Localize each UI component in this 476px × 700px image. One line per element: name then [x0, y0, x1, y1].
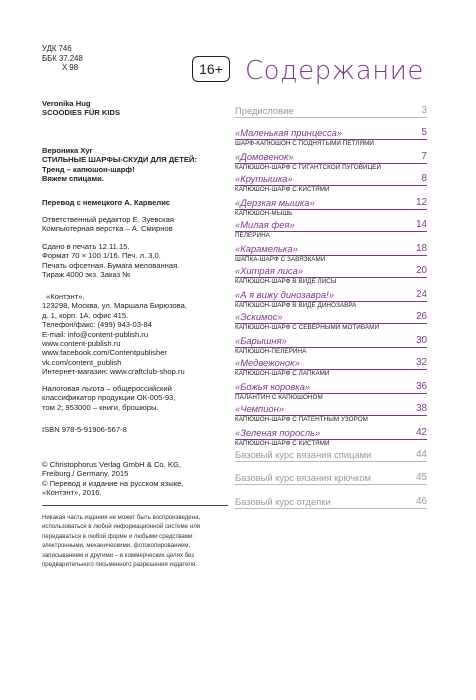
legal-notice: [42, 513, 232, 569]
copyright-block: [42, 460, 237, 498]
toc-entry-title: «Медвежонок»: [235, 357, 300, 368]
toc-entry[interactable]: [235, 310, 427, 331]
toc-entry-rule: [235, 484, 427, 485]
toc-entry-page: 20: [416, 265, 427, 276]
toc-entry-page: 24: [416, 289, 427, 300]
toc-entry-subtitle: КАПЮШОН-ПЕЛЕРИНА: [235, 348, 307, 355]
toc-entry[interactable]: [235, 288, 427, 309]
editor-credit: Ответственный редактор Е. Зуевская: [42, 215, 175, 224]
original-title-block: [42, 99, 237, 118]
toc-entry[interactable]: [235, 471, 427, 483]
tax-line-2: классификатор продукции ОК-005-93,: [42, 393, 176, 403]
publisher-vk[interactable]: vk.com/content_publish: [42, 357, 122, 367]
toc-entry[interactable]: [235, 426, 427, 447]
publisher-address-1: 123298, Москва, ул. Маршала Бирюзова,: [42, 301, 187, 311]
toc-entry[interactable]: [235, 380, 427, 401]
toc-entry[interactable]: [235, 218, 427, 239]
toc-entry-title: Предисловие: [235, 105, 294, 116]
legal-line-2: использоваться в любой информационной системе или: [42, 523, 201, 531]
publisher-contacts: [42, 292, 237, 377]
toc-entry-title: «Хитрая лиса»: [235, 265, 304, 276]
toc-entry-title: «Божья коровка»: [235, 381, 311, 392]
toc-entry-subtitle: КАПЮШОН-ШАРФ С КИСТЯМИ: [235, 440, 330, 447]
toc-entry-page: 8: [421, 173, 427, 184]
staff-credits: [42, 215, 237, 234]
toc-entry-title: «Домовенок»: [235, 151, 294, 162]
isbn-block: [42, 425, 237, 434]
toc-entry-rule: [235, 461, 427, 462]
author-mark: Х 98: [62, 63, 79, 73]
print-details: [42, 242, 237, 280]
author-en: Veronika Hug: [42, 99, 91, 108]
toc-entry-page: 44: [416, 449, 427, 460]
publisher-email[interactable]: E-mail: info@content-publish.ru: [42, 329, 149, 339]
toc-entry[interactable]: [235, 196, 427, 217]
layout-credit: Компьютерная верстка – А. Смирнов: [42, 224, 173, 234]
author-ru: Вероника Хуг: [42, 146, 93, 155]
publisher-facebook[interactable]: www.facebook.com/Contentpublisher: [42, 348, 167, 358]
translation-credit: [42, 198, 237, 207]
toc-entry-page: 14: [416, 219, 427, 230]
toc-entry-title: «А я вижу динозавра!»: [235, 289, 334, 300]
toc-entry-title: «Милая фея»: [235, 219, 295, 230]
toc-entry-title: «Зеленая поросль»: [235, 427, 321, 438]
toc-entry-page: 5: [421, 127, 427, 138]
toc-entry-page: 12: [416, 197, 427, 208]
toc-entry[interactable]: [235, 150, 427, 171]
publisher-address-2: д. 1, корп. 1А, офис 415.: [42, 310, 129, 320]
print-line-1: Сдано в печать 12.11.15.: [42, 242, 130, 251]
toc-entry-page: 36: [416, 381, 427, 392]
toc-entry[interactable]: [235, 448, 427, 460]
legal-line-6: предварительного письменного разрешения издателя.: [42, 561, 197, 569]
toc-entry[interactable]: [235, 172, 427, 193]
udk-code: УДК 746: [42, 44, 72, 53]
toc-entry-subtitle: КАПЮШОН-ШАРФ С СЕВЕРНЫМИ МОТИВАМИ: [235, 324, 380, 331]
toc-entry-title: Базовый курс вязания спицами: [235, 449, 372, 460]
toc-entry[interactable]: [235, 334, 427, 355]
publisher-name: «Контэнт».: [46, 292, 85, 301]
legal-line-4: электронными, механическими, фотокопированием,: [42, 542, 191, 550]
legal-line-1: Никакая часть издания не может быть воспроизведена,: [42, 514, 201, 521]
publisher-website[interactable]: www.content-publish.ru: [42, 339, 121, 349]
tax-line-3: том 2; 953000 – книги, брошюры.: [42, 402, 159, 412]
toc-entry-page: 7: [421, 151, 427, 162]
toc-entry[interactable]: [235, 242, 427, 263]
toc-entry[interactable]: [235, 264, 427, 285]
toc-entry-page: 45: [416, 472, 427, 483]
toc-entry-subtitle: КАПЮШОН-ШАРФ С КИСТЯМИ: [235, 186, 330, 193]
toc-entry-title: «Крутышка»: [235, 173, 293, 184]
toc-entry-subtitle: ШАПКА-ШАРФ С ЗАВЯЗКАМИ: [235, 256, 326, 263]
copyright-line-2: Freiburg / Germany, 2015: [42, 469, 129, 479]
toc-entry-subtitle: КАПЮШОН-ШАРФ В ВИДЕ ЛИСЫ: [235, 278, 337, 285]
toc-entry-page: 42: [416, 427, 427, 438]
publisher-shop[interactable]: Интернет-магазин: www.craftclub-shop.ru: [42, 367, 185, 377]
toc-entry-title: Базовый курс вязания крючком: [235, 472, 371, 483]
tax-line-1: Налоговая льгота – общероссийский: [42, 384, 172, 393]
toc-entry-page: 26: [416, 311, 427, 322]
toc-entry[interactable]: [235, 126, 427, 147]
copyright-line-4: «Контэнт», 2016.: [42, 488, 102, 498]
toc-entry-subtitle: КАПЮШОН-ШАРФ С ЛАПКАМИ: [235, 370, 330, 377]
print-line-4: Тираж 4000 экз. Заказ №: [42, 270, 131, 280]
toc-entry-subtitle: ПАЛАНТИН С КАПЮШОНОМ: [235, 394, 323, 401]
toc-entry[interactable]: [235, 104, 427, 116]
bbk-code: ББК 37.248: [42, 53, 83, 63]
toc-title: Содержание: [245, 56, 424, 86]
toc-entry-page: 46: [416, 496, 427, 507]
toc-entry-title: «Чемпион»: [235, 403, 285, 414]
toc-entry-subtitle: КАПЮШОН-ШАРФ С ГИГАНТСКОЙ ПУГОВИЦЕЙ: [235, 164, 382, 171]
publisher-phone: Телефон/факс: (499) 943-03-84: [42, 320, 152, 330]
title-ru-line-3: Вяжем спицами.: [42, 174, 104, 184]
toc-entry-page: 30: [416, 335, 427, 346]
title-en: SCOODIES FÜR KIDS: [42, 108, 121, 118]
toc-entry-page: 3: [421, 105, 427, 116]
toc-entry-rule: [235, 117, 427, 118]
toc-entry-title: «Эскимос»: [235, 311, 283, 322]
russian-title-block: [42, 146, 237, 184]
tax-info: [42, 384, 237, 412]
copyright-line-1: © Christophorus Verlag GmbH & Co. KG,: [42, 460, 181, 469]
toc-entry[interactable]: [235, 495, 427, 507]
isbn: ISBN 978-5-91906-567-8: [42, 425, 127, 434]
classification-block: [42, 44, 83, 73]
toc-entry-rule: [235, 508, 427, 509]
toc-entry[interactable]: [235, 402, 427, 423]
legal-line-3: передаваться в любой форме и любыми средствами:: [42, 532, 195, 540]
print-line-3: Печать офсетная. Бумага мелованная.: [42, 260, 180, 270]
toc-entry-page: 32: [416, 357, 427, 368]
copyright-line-3: © Перевод и издание на русском языке,: [42, 478, 184, 488]
toc-entry-subtitle: КАПЮШОН-ШАРФ В ВИДЕ ДИНОЗАВРА: [235, 302, 357, 309]
age-rating-badge: 16+: [192, 56, 230, 82]
toc-entry-subtitle: КАПЮШОН-ШАРФ С ПАТЕНТНЫМ УЗОРОМ: [235, 416, 368, 423]
legal-line-5: записыванием и другими – в коммерческих целях без: [42, 551, 195, 559]
translation-text: Перевод с немецкого А. Карвелис: [42, 198, 171, 207]
toc-entry-subtitle: ПЕЛЕРИНА: [235, 232, 270, 239]
print-line-2: Формат 70 × 100 1/16. Печ. л. 3,0.: [42, 251, 161, 261]
toc-entry-title: «Карамелька»: [235, 243, 298, 254]
toc-entry-page: 18: [416, 243, 427, 254]
toc-entry-title: Базовый курс отделки: [235, 496, 331, 507]
title-ru-line-2: Тренд – капюшон-шарф!: [42, 164, 135, 174]
toc-entry-subtitle: ШАРФ-КАПЮШОН С ПОДНЯТЫМИ ПЕТЛЯМИ: [235, 140, 375, 147]
toc-entry-page: 38: [416, 403, 427, 414]
toc-entry-title: «Барышня»: [235, 335, 287, 346]
toc-entry-title: «Дерзкая мышка»: [235, 197, 315, 208]
title-ru-line-1: СТИЛЬНЫЕ ШАРФЫ-СКУДИ ДЛЯ ДЕТЕЙ:: [42, 155, 197, 165]
toc-entry-title: «Маленькая принцесса»: [235, 127, 343, 138]
divider: [42, 505, 228, 506]
toc-entry[interactable]: [235, 356, 427, 377]
toc-entry-subtitle: КАПЮШОН-МЫШЬ: [235, 210, 293, 217]
